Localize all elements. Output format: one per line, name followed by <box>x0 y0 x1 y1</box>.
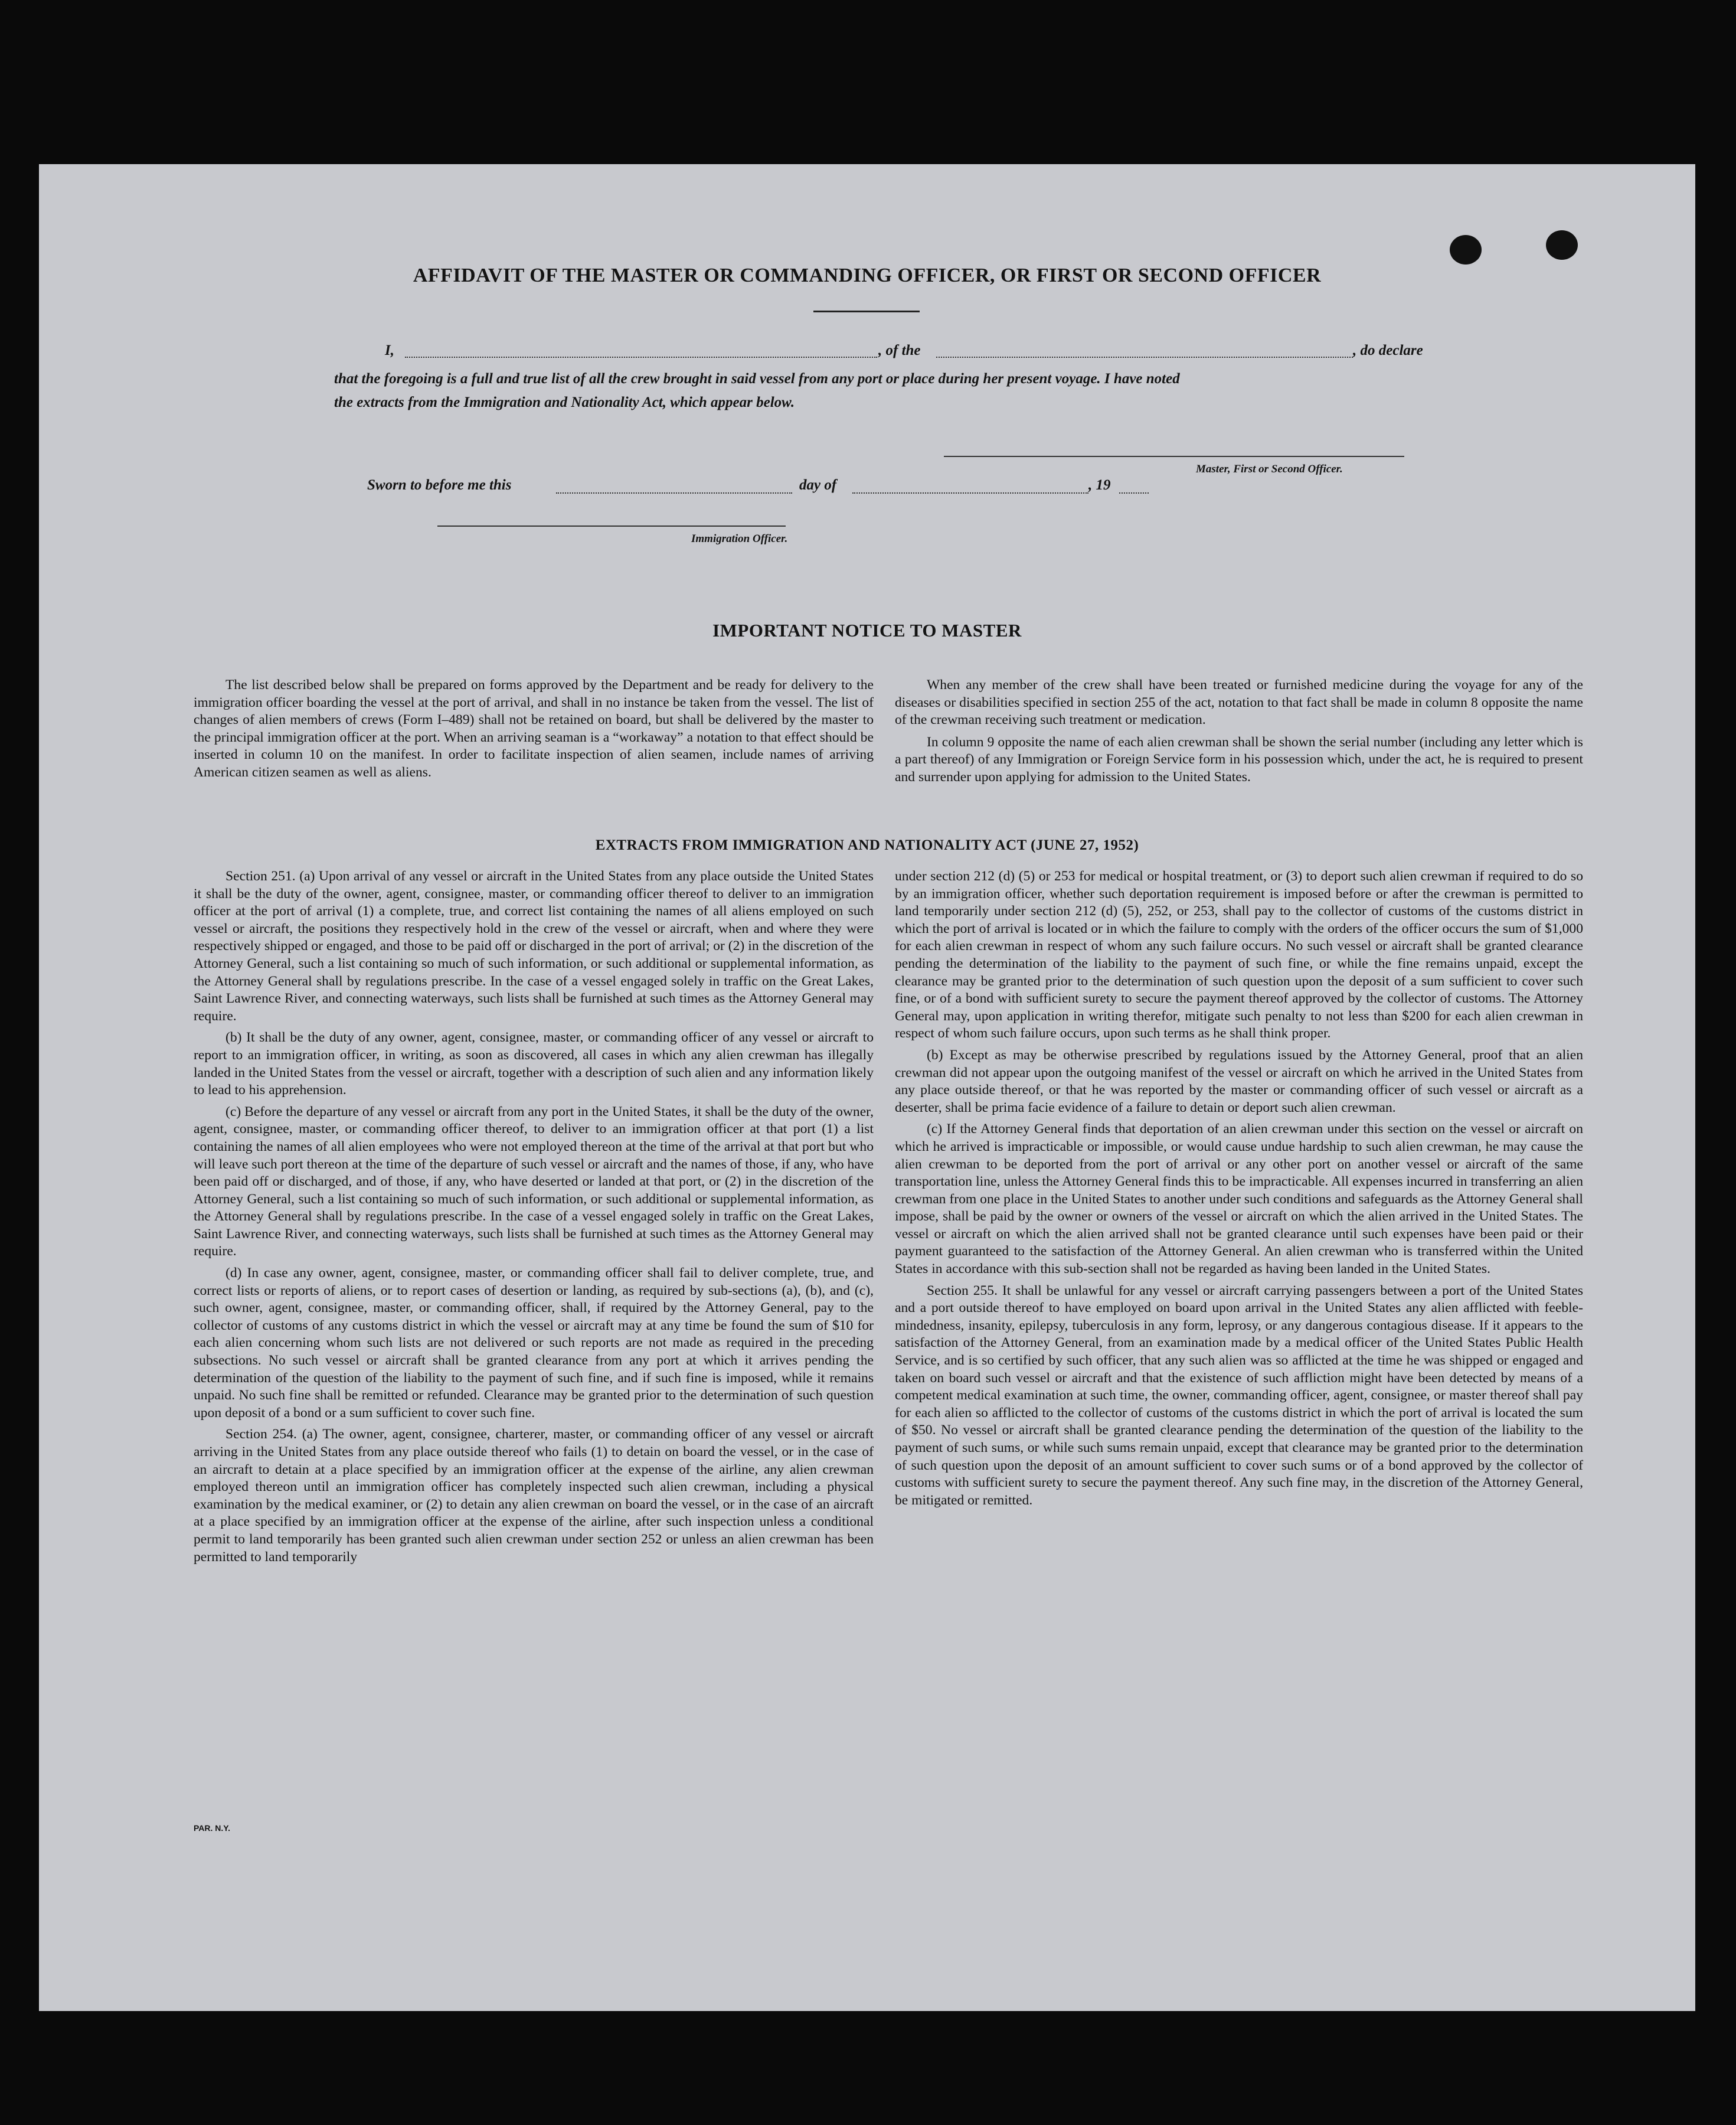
declare-label: , do declare <box>1353 342 1423 358</box>
extracts-right-column <box>895 868 1583 1513</box>
i-label: I, <box>385 342 394 358</box>
statement-line-1: that the foregoing is a full and true list of all the crew brought in said vessel from any port or place during her present voyage. I have noted <box>334 371 1180 387</box>
title-underline <box>813 311 920 312</box>
extracts-left-column <box>194 868 874 1570</box>
of-the-label: , of the <box>878 342 921 358</box>
sworn-month-line[interactable] <box>852 492 1088 494</box>
section-254-c: (c) If the Attorney General finds that deportation of an alien crewman under this section on the vessel or aircraft on which he arrived is impracticable or impossible, or would cause undue hardship to such alien crewman, he may cause the alien crewman to be deported from the port of arrival or any other port on another vessel or aircraft of the same transportation line, unless the Attorney General finds this to be impracticable. All expenses incurred in transferring an alien crewman from one place in the United States to another under such conditions and safeguards as the Attorney General shall impose, shall be paid by the owner or owners of the vessel or aircraft on which the alien arrived in the United States. The vessel or aircraft on which the alien arrived shall not be granted clearance until such expenses have been paid or their payment guaranteed to the satisfaction of the Attorney General. An alien crewman who is transferred within the United States in accordance with this sub-section shall not be regarded as having been landed in the United States. <box>895 1121 1583 1277</box>
section-251-a: Section 251. (a) Upon arrival of any vessel or aircraft in the United States from any place outside the United States it shall be the duty of the owner, agent, consignee, master, or commanding officer thereof to deliver to an immigration officer at the port of arrival (1) a complete, true, and correct list containing the names of all aliens employed on such vessel or aircraft, the positions they respectively hold in the crew of the vessel or aircraft, when and where they were respectively shipped or engaged, and those to be paid off or discharged in the port of arrival; or (2) in the discretion of the Attorney General, such a list containing so much of such information, or such additional or supplemental information, as the Attorney General shall by regulations prescribe. In the case of a vessel engaged solely in traffic on the Great Lakes, Saint Lawrence River, and connecting waterways, such lists shall be furnished at such times as the Attorney General may require. <box>194 869 874 1024</box>
punch-hole-right <box>1546 230 1578 260</box>
section-251-b: (b) It shall be the duty of any owner, agent, consignee, master, or commanding officer of any vessel or aircraft to report to an immigration officer, in writing, as soon as discovered, all cases in which any alien crewman has illegally landed in the United States from the vessel or aircraft, together with a description of such alien and any information likely to lead to his apprehension. <box>194 1030 874 1098</box>
section-255: Section 255. It shall be unlawful for any vessel or aircraft carrying passengers between a port of the United States and a port outside thereof to have employed on board upon arrival in the United States any alien afflicted with feeble-mindedness, insanity, epilepsy, tuberculosis in any form, leprosy, or any dangerous contagious disease. If it appears to the satisfaction of the Attorney General, from an examination made by a medical officer of the United States Public Health Service, and is so certified by such officer, that any such alien was so afflicted at the time he was shipped or engaged and taken on board such vessel or aircraft and that the existence of such affliction might have been detected by means of a competent medical examination at such time, the owner, commanding officer, agent, consignee, or master thereof shall pay for each alien so afflicted to the collector of customs of the customs district in which the port of arrival is located the sum of $50. No vessel or aircraft shall be granted clearance pending the determination of the question of the liability to the payment of such sums, or while such sums remain unpaid, except that clearance may be granted prior to the determination of such question upon the deposit of an amount sufficient to cover such sums or of a bond approved by the collector of customs with sufficient surety to secure the payment thereof. Any such fine may, in the discretion of the Attorney General, be mitigated or remitted. <box>895 1282 1583 1508</box>
extracts-title: EXTRACTS FROM IMMIGRATION AND NATIONALITY ACT (JUNE 27, 1952) <box>595 837 1139 853</box>
statement-line-2: the extracts from the Immigration and Nationality Act, which appear below. <box>334 394 795 410</box>
section-254-a-continued: under section 212 (d) (5) or 253 for medical or hospital treatment, or (3) to deport such alien crewman if required to do so by an immigration officer, whether such deportation requirement is imposed before or after the crewman is permitted to land temporarily under section 212 (d) (5), 252, or 253, shall pay to the collector of customs of the customs district in which the port of arrival is located or in which the failure to comply with the orders of the officer occurs the sum of $1,000 for each alien crewman in respect of whom any such failure occurs. No such vessel or aircraft shall be granted clearance pending the determination of the liability to the payment of such fine, or while the fine remains unpaid, except the clearance may be granted prior to the determination of such question upon the deposit of a sum sufficient to cover such fine, or of a bond with sufficient surety to secure the payment thereof approved by the collector of customs. The Attorney General may, upon application in writing therefor, mitigate such penalty to not less than $200 for each alien crewman in respect of whom such failure occurs, upon such terms as he shall think proper. <box>895 869 1583 1042</box>
sworn-label: Sworn to before me this <box>367 477 512 493</box>
notice-right-paragraph-1: When any member of the crew shall have been treated or furnished medicine during the voyage for any of the diseases or disabilities specified in section 255 of the act, notation to that fact shall be made in column 8 opposite the name of the crewman receiving such treatment or medication. <box>895 677 1583 728</box>
section-254-a: Section 254. (a) The owner, agent, consignee, charterer, master, or commanding officer of any vessel or aircraft arriving in the United States from any place outside thereof who fails (1) to detain on board the vessel, or in the case of an aircraft to detain at a place specified by an immigration officer at the expense of the airline, any alien crewman employed thereon until an immigration officer has completely inspected such alien crewman, including a physical examination by the medical examiner, or (2) to detain any alien crewman on board the vessel, or in the case of an aircraft at a place specified by an immigration officer at the expense of the airline, after such inspection unless a conditional permit to land temporarily has been granted such alien crewman under section 252 or unless an alien crewman has been permitted to land temporarily <box>194 1427 874 1565</box>
section-254-b: (b) Except as may be otherwise prescribed by regulations issued by the Attorney General, proof that an alien crewman did not appear upon the outgoing manifest of the vessel or aircraft on which he arrived in the United States from any place outside thereof, or that he was reported by the master or commanding officer of such vessel or aircraft as a deserter, shall be prima facie evidence of a failure to detain or deport such alien crewman. <box>895 1047 1583 1115</box>
immigration-officer-label: Immigration Officer. <box>691 533 788 545</box>
notice-title: IMPORTANT NOTICE TO MASTER <box>712 620 1022 641</box>
notice-right-column <box>895 677 1583 791</box>
notice-right-paragraph-2: In column 9 opposite the name of each alien crewman shall be shown the serial number (including any letter which is a part thereof) of any Immigration or Foreign Service form in his possession which, under the act, he is required to present and surrender upon applying for admission to the United States. <box>895 734 1583 785</box>
affidavit-title: AFFIDAVIT OF THE MASTER OR COMMANDING OFFICER, OR FIRST OR SECOND OFFICER <box>413 265 1322 286</box>
immigration-officer-line[interactable] <box>437 525 786 527</box>
master-signature-label: Master, First or Second Officer. <box>1196 463 1343 475</box>
vessel-line[interactable] <box>936 357 1353 358</box>
section-251-d: (d) In case any owner, agent, consignee, master, or commanding officer shall fail to deliver complete, true, and correct lists or reports of aliens, or to report cases of desertion or landing, as required by sub-sections (a), (b), and (c), such owner, agent, consignee, master, or commanding officer, shall, if required by the Attorney General, pay to the collector of customs of any customs district in which the vessel or aircraft may at any time be found the sum of $10 for each alien concerning whom such lists are not delivered or such reports are not made as required in the preceding subsections. No such vessel or aircraft shall be granted clearance from any port at which it arrives pending the determination of the question of the liability to the payment of such fine, and if such fine is imposed, while it remains unpaid. No such fine shall be remitted or refunded. Clearance may be granted prior to the determination of such question upon deposit of a bond or a sum sufficient to cover such fine. <box>194 1265 874 1421</box>
master-signature-line[interactable] <box>944 456 1404 457</box>
year-label: , 19 <box>1088 477 1111 493</box>
year-line[interactable] <box>1119 492 1149 494</box>
section-251-c: (c) Before the departure of any vessel or aircraft from any port in the United States, it shall be the duty of the owner, agent, consignee, master, or commanding officer thereof, to deliver to an immigration officer at that port (1) a list containing the names of all alien employees who were not employed thereon at the time of the arrival at that port but who will leave such port thereon at the time of the departure of such vessel or aircraft and the names of those, if any, who have been paid off or discharged, and of those, if any, who have deserted or landed at that port, or (2) in the discretion of the Attorney General, such a list containing so much of such information, or such additional or supplemental information, as the Attorney General shall by regulations prescribe. In the case of a vessel engaged solely in traffic on the Great Lakes, Saint Lawrence River, and connecting waterways, such lists shall be furnished at such times as the Attorney General may require. <box>194 1104 874 1259</box>
notice-left-paragraph: The list described below shall be prepared on forms approved by the Department and be ready for delivery to the immigration officer boarding the vessel at the port of arrival, and shall in no instance be taken from the vessel. The list of changes of alien members of crews (Form I–489) shall not be retained on board, but shall be delivered by the master to the principal immigration officer at the port. When an arriving seaman is a “workaway” a notation to that effect should be inserted in column 10 on the manifest. In order to facilitate inspection of alien seamen, include names of arriving American citizen seamen as well as aliens. <box>194 677 874 780</box>
printer-mark: PAR. N.Y. <box>194 1823 230 1833</box>
day-of-label: day of <box>799 477 837 493</box>
name-line[interactable] <box>405 357 877 358</box>
sworn-day-line[interactable] <box>556 492 792 494</box>
notice-left-column <box>194 677 874 786</box>
punch-hole-left <box>1450 235 1482 265</box>
document-page <box>39 164 1695 2011</box>
